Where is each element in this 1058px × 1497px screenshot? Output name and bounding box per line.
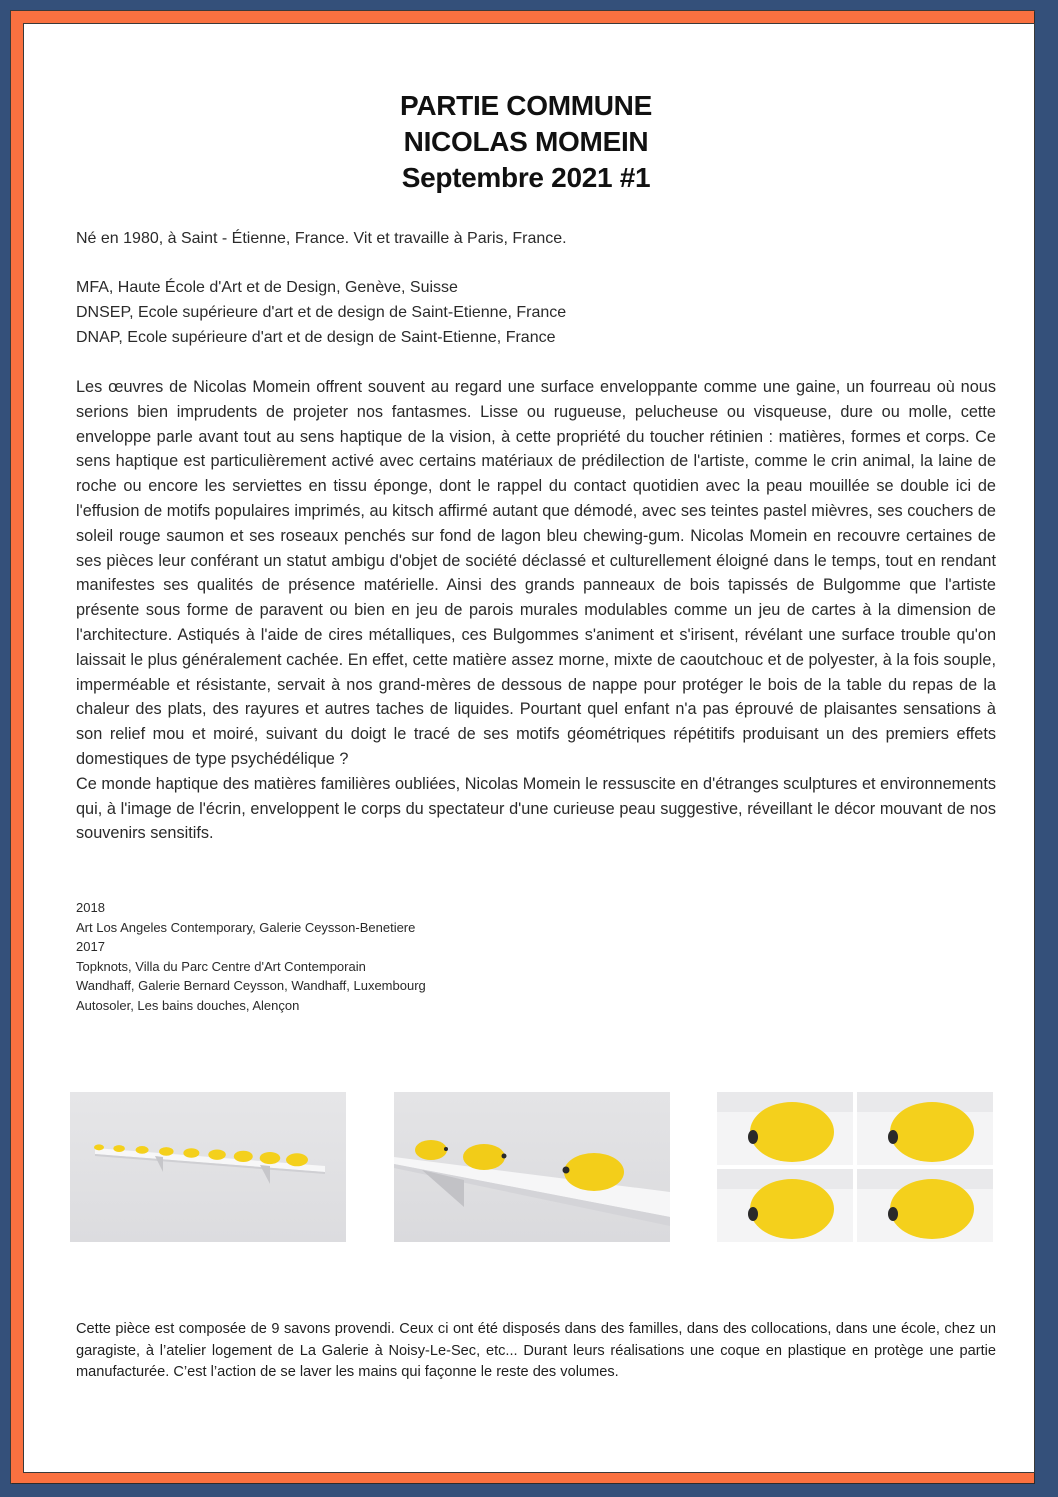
photo-shelf-close [394, 1092, 670, 1242]
soap [113, 1145, 125, 1152]
closeups-illustration [717, 1092, 993, 1242]
soap [750, 1102, 834, 1162]
soap [159, 1147, 174, 1156]
soap [750, 1179, 834, 1239]
education-item: DNSEP, Ecole supérieure d'art et de design de Saint-Etienne, France [76, 304, 567, 321]
exhibition-year: 2017 [76, 939, 105, 954]
shelf-wide-illustration [70, 1092, 346, 1242]
title-line-1: PARTIE COMMUNE [400, 90, 652, 121]
exhibition-list [76, 898, 426, 1015]
page-title [24, 88, 1028, 196]
soap [286, 1153, 308, 1166]
soap [890, 1102, 974, 1162]
education-item: MFA, Haute École d'Art et de Design, Genève, Suisse [76, 279, 458, 296]
shelf [394, 1157, 670, 1217]
soap [415, 1140, 447, 1160]
soap [208, 1149, 226, 1159]
document-page [23, 23, 1035, 1473]
soap [136, 1146, 149, 1154]
soap [183, 1148, 199, 1158]
exhibition-item: Wandhaff, Galerie Bernard Ceysson, Wandhaff, Luxembourg [76, 978, 426, 993]
birth-info: Né en 1980, à Saint - Étienne, France. Vit et travaille à Paris, France. [76, 230, 567, 247]
soap [260, 1152, 281, 1164]
shelf-close-illustration [394, 1092, 670, 1242]
essay [76, 375, 996, 846]
exhibition-item: Topknots, Villa du Parc Centre d'Art Contemporain [76, 958, 366, 974]
essay-paragraph-1: Les œuvres de Nicolas Momein offrent souvent au regard une surface enveloppante comme une gaine, un fourreau où nous serions bien imprudents de projeter nos fantasmes. Lisse ou rugueuse, pelucheuse ou visqueuse, dure ou molle, cette enveloppe parle avant tout au sens haptique de la vision, à cette propriété du toucher rétinien : matières, formes et corps. Ce sens haptique est particulièrement activé avec certains matériaux de prédilection de l'artiste, comme le crin animal, la laine de roche ou encore les serviettes en tissu éponge, dont le rappel du contact quotidien avec la peau mouillée se double ici de l'effusion de motifs populaires imprimés, au kitsch affirmé autant que démodé, avec ses teintes pastel mièvres, ses couchers de soleil rouge saumon et ses roseaux penchés sur fond de lagon bleu chewing-gum. Nicolas Momein en recouvre certaines de ses pièces leur conférant un statut ambigu d'objet de société déclassé et culturellement éloigné dans le temps, tout en rendant manifestes ses qualités de présence matérielle. Ainsi des grands panneaux de bois tapissés de Bulgomme que l'artiste présente sous forme de paravent ou bien en jeu de parois murales modulables comme un jeu de cartes à la dimension de l'architecture. Astiqués à l'aide de cires métalliques, ces Bulgommes s'animent et s'irisent, révélant une surface trouble qu'on laissait le plus généralement cachée. En effet, cette matière assez morne, mixte de caoutchouc et de polyester, à la fois souple, imperméable et résistante, servait à nos grand-mères de dessous de nappe pour protéger le bois de la table du repas de la chaleur des plats, des rayures et autres taches de liquides. Pourtant quel enfant n'a pas éprouvé de plaisantes sensations à son relief mou et moiré, suivant du doigt le tracé de ses motifs géométriques répétitifs produisant un des premiers effets domestiques de type psychédélique ? [76, 378, 996, 768]
photo-shelf-wide [70, 1092, 346, 1242]
closeup-tile [857, 1092, 993, 1165]
photo-soap-closeups [717, 1092, 993, 1242]
title-line-2: NICOLAS MOMEIN [403, 126, 649, 157]
closeup-tile [717, 1169, 853, 1242]
exhibition-year: 2018 [76, 900, 105, 915]
closeup-tile [717, 1092, 853, 1165]
essay-paragraph-2: Ce monde haptique des matières familières oubliées, Nicolas Momein le ressuscite en d'étranges sculptures et environnements qui, à l'image de l'écrin, enveloppent le corps du spectateur d'une curieuse peau suggestive, réveillant le décor mouvant de nos souvenirs sensitifs. [76, 774, 996, 843]
education-item: DNAP, Ecole supérieure d'art et de design de Saint-Etienne, France [76, 329, 556, 346]
soap [890, 1179, 974, 1239]
caption-text: Cette pièce est composée de 9 savons provendi. Ceux ci ont été disposés dans des familles, dans des collocations, dans une école, chez un garagiste, à l’atelier logement de La Galerie à Noisy-Le-Sec, etc... Durant leurs réalisations une coque en plastique en protège une partie manufacturée. C’est l’action de se laver les mains qui façonne le reste des volumes. [76, 1321, 996, 1380]
closeup-tile [857, 1169, 993, 1242]
soap [463, 1144, 505, 1170]
soap [564, 1153, 624, 1191]
soap [94, 1144, 104, 1150]
shelf-bracket [260, 1165, 270, 1184]
artwork-caption [76, 1319, 996, 1384]
exhibition-item: Autosoler, Les bains douches, Alençon [76, 997, 300, 1013]
artist-bio [76, 226, 567, 350]
exhibition-item: Art Los Angeles Contemporary, Galerie Ceysson-Benetiere [76, 919, 416, 935]
soap [234, 1151, 253, 1162]
title-line-3: Septembre 2021 #1 [401, 162, 651, 193]
